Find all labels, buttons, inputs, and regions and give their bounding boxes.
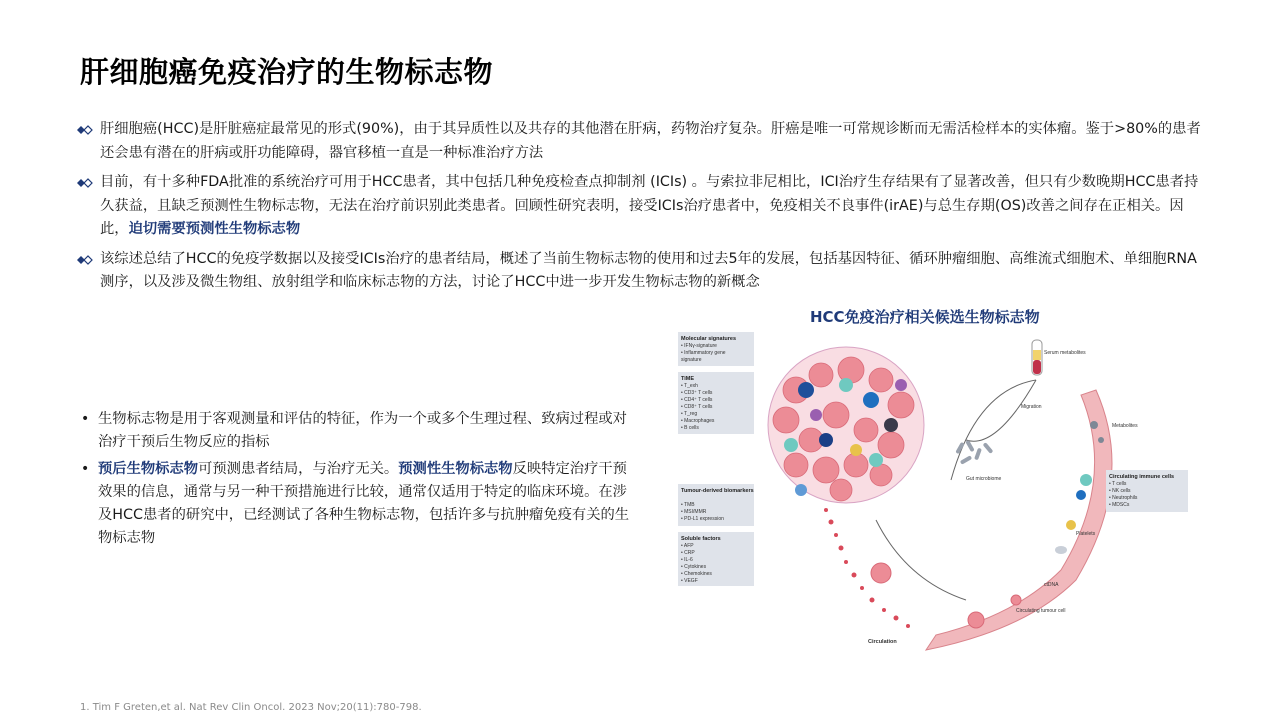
svg-text:• T_exh: • T_exh bbox=[681, 383, 698, 389]
prognostic-term: 预后生物标志物 bbox=[98, 461, 199, 477]
circulating-immune-cells-box bbox=[1106, 470, 1188, 512]
diamond-bullet-icon bbox=[76, 123, 98, 137]
definition-item bbox=[80, 408, 640, 454]
svg-text:• AFP: • AFP bbox=[681, 543, 694, 549]
bullet-list bbox=[76, 118, 1201, 301]
svg-text:• Macrophages: • Macrophages bbox=[681, 418, 715, 424]
bullet-dot-icon: • bbox=[81, 461, 90, 477]
svg-text:signature: signature bbox=[681, 357, 702, 363]
svg-text:• CD3⁺ T cells: • CD3⁺ T cells bbox=[681, 390, 713, 396]
bullet-text: 该综述总结了HCC的免疫学数据以及接受ICIs治疗的患者结局，概述了当前生物标志物的使用和过去5年的发展，包括基因特征、循环肿瘤细胞、高维流式细胞术、单细胞RNA测序，以及涉及微生物组、放射组学和临床标志物的方法，讨论了HCC中进一步开发生物标志物的新概念 bbox=[100, 250, 1197, 290]
svg-text:ctDNA: ctDNA bbox=[1044, 582, 1059, 588]
gut-microbiome-icon bbox=[955, 440, 993, 465]
svg-text:• VEGF: • VEGF bbox=[681, 578, 698, 584]
circulation-arrow bbox=[876, 520, 966, 600]
definition-text: 生物标志物是用于客观测量和评估的特征，作为一个或多个生理过程、致病过程或对治疗干预后生物反应的指标 bbox=[98, 411, 627, 450]
svg-text:• Cytokines: • Cytokines bbox=[681, 564, 707, 570]
svg-text:• B cells: • B cells bbox=[681, 425, 699, 431]
svg-text:• T cells: • T cells bbox=[1109, 481, 1127, 487]
definition-text: 可预测患者结局，与治疗无关。 bbox=[198, 461, 399, 477]
svg-text:Serum metabolites: Serum metabolites bbox=[1044, 350, 1086, 356]
svg-text:• T_reg: • T_reg bbox=[681, 411, 698, 417]
svg-text:• CD4⁺ T cells: • CD4⁺ T cells bbox=[681, 397, 713, 403]
svg-text:• IL-6: • IL-6 bbox=[681, 557, 693, 563]
serum-tube-icon bbox=[1032, 340, 1042, 375]
svg-text:Circulating tumour cell: Circulating tumour cell bbox=[1016, 608, 1066, 614]
svg-text:TiME: TiME bbox=[681, 376, 695, 382]
svg-text:Gut microbiome: Gut microbiome bbox=[966, 476, 1002, 482]
svg-text:• CD8⁺ T cells: • CD8⁺ T cells bbox=[681, 404, 713, 410]
svg-text:• Inflammatory gene: • Inflammatory gene bbox=[681, 350, 726, 356]
svg-text:Circulating immune cells: Circulating immune cells bbox=[1109, 474, 1175, 480]
svg-text:Soluble factors: Soluble factors bbox=[681, 536, 721, 542]
svg-text:• Chemokines: • Chemokines bbox=[681, 571, 712, 577]
figure-title: HCC免疫治疗相关候选生物标志物 bbox=[810, 308, 1040, 326]
svg-text:• TMB: • TMB bbox=[681, 502, 695, 508]
bullet-text: 目前，有十多种FDA批准的系统治疗可用于HCC患者，其中包括几种免疫检查点抑制剂 (ICIs) 。与索拉非尼相比，ICI治疗生存结果有了显著改善，但只有少数晚期HCC患者持久获益，且缺乏预测性生物标志物，无法在治疗前识别此类患者。回顾性研究表明，接受ICIs治疗患者中，免疫相关不良事件(irAE)与总生存期(OS)改善之间存在正相关。因此， bbox=[100, 174, 1199, 237]
svg-text:• Neutrophils: • Neutrophils bbox=[1109, 495, 1138, 501]
migration-arrow bbox=[951, 380, 1036, 480]
definition-text: 反映特定治疗干预效果的信息，通常与另一种干预措施进行比较，通常仅适用于特定的临床环境。在涉及HCC患者的研究中，已经测试了各种生物标志物，包括许多与抗肿瘤免疫有关的生物标志物 bbox=[98, 461, 630, 546]
soluble-factors-box bbox=[678, 532, 754, 586]
svg-text:• MSI/MMR: • MSI/MMR bbox=[681, 509, 707, 515]
bullet-text: 肝细胞癌(HCC)是肝脏癌症最常见的形式(90%)，由于其异质性以及共存的其他潜在肝病，药物治疗复杂。肝癌是唯一可常规诊断而无需活检样本的实体瘤。鉴于>80%的患者还会患有潜在的肝病或肝功能障碍，器官移植一直是一种标准治疗方法 bbox=[100, 121, 1201, 161]
page-title: 肝细胞癌免疫治疗的生物标志物 bbox=[80, 55, 494, 89]
svg-text:• PD-L1 expression: • PD-L1 expression bbox=[681, 516, 724, 522]
bullet-item bbox=[76, 118, 1201, 165]
svg-text:• IFNγ-signature: • IFNγ-signature bbox=[681, 343, 717, 349]
tumour-cell-dots bbox=[824, 508, 910, 628]
svg-text:Tumour-derived biomarkers: Tumour-derived biomarkers bbox=[681, 488, 754, 494]
time-box bbox=[678, 372, 754, 434]
highlight-text: 迫切需要预测性生物标志物 bbox=[128, 221, 301, 237]
svg-text:Platelets: Platelets bbox=[1076, 531, 1096, 537]
bullet-item bbox=[76, 171, 1201, 242]
tumour-derived-box bbox=[678, 484, 754, 526]
definition-list bbox=[80, 408, 640, 554]
bullet-item bbox=[76, 248, 1201, 295]
svg-text:• CRP: • CRP bbox=[681, 550, 695, 556]
svg-text:• MDSCs: • MDSCs bbox=[1109, 502, 1130, 508]
molecular-signatures-box bbox=[678, 332, 754, 366]
reference-footnote: 1. Tim F Greten,et al. Nat Rev Clin Oncol. 2023 Nov;20(11):780-798. bbox=[80, 702, 422, 713]
svg-text:Molecular signatures: Molecular signatures bbox=[681, 336, 737, 342]
predictive-term: 预测性生物标志物 bbox=[398, 461, 513, 477]
diamond-bullet-icon bbox=[76, 253, 98, 267]
definition-item bbox=[80, 458, 640, 550]
biomarker-figure bbox=[676, 330, 1196, 660]
svg-text:Metabolites: Metabolites bbox=[1112, 423, 1138, 429]
bullet-dot-icon: • bbox=[81, 411, 90, 427]
diamond-bullet-icon bbox=[76, 176, 98, 190]
svg-text:Migration: Migration bbox=[1021, 404, 1042, 410]
tumour-mass-illustration bbox=[768, 347, 924, 503]
svg-text:Circulation: Circulation bbox=[868, 639, 897, 645]
migrating-cell bbox=[871, 563, 891, 583]
svg-text:• NK cells: • NK cells bbox=[1109, 488, 1131, 494]
